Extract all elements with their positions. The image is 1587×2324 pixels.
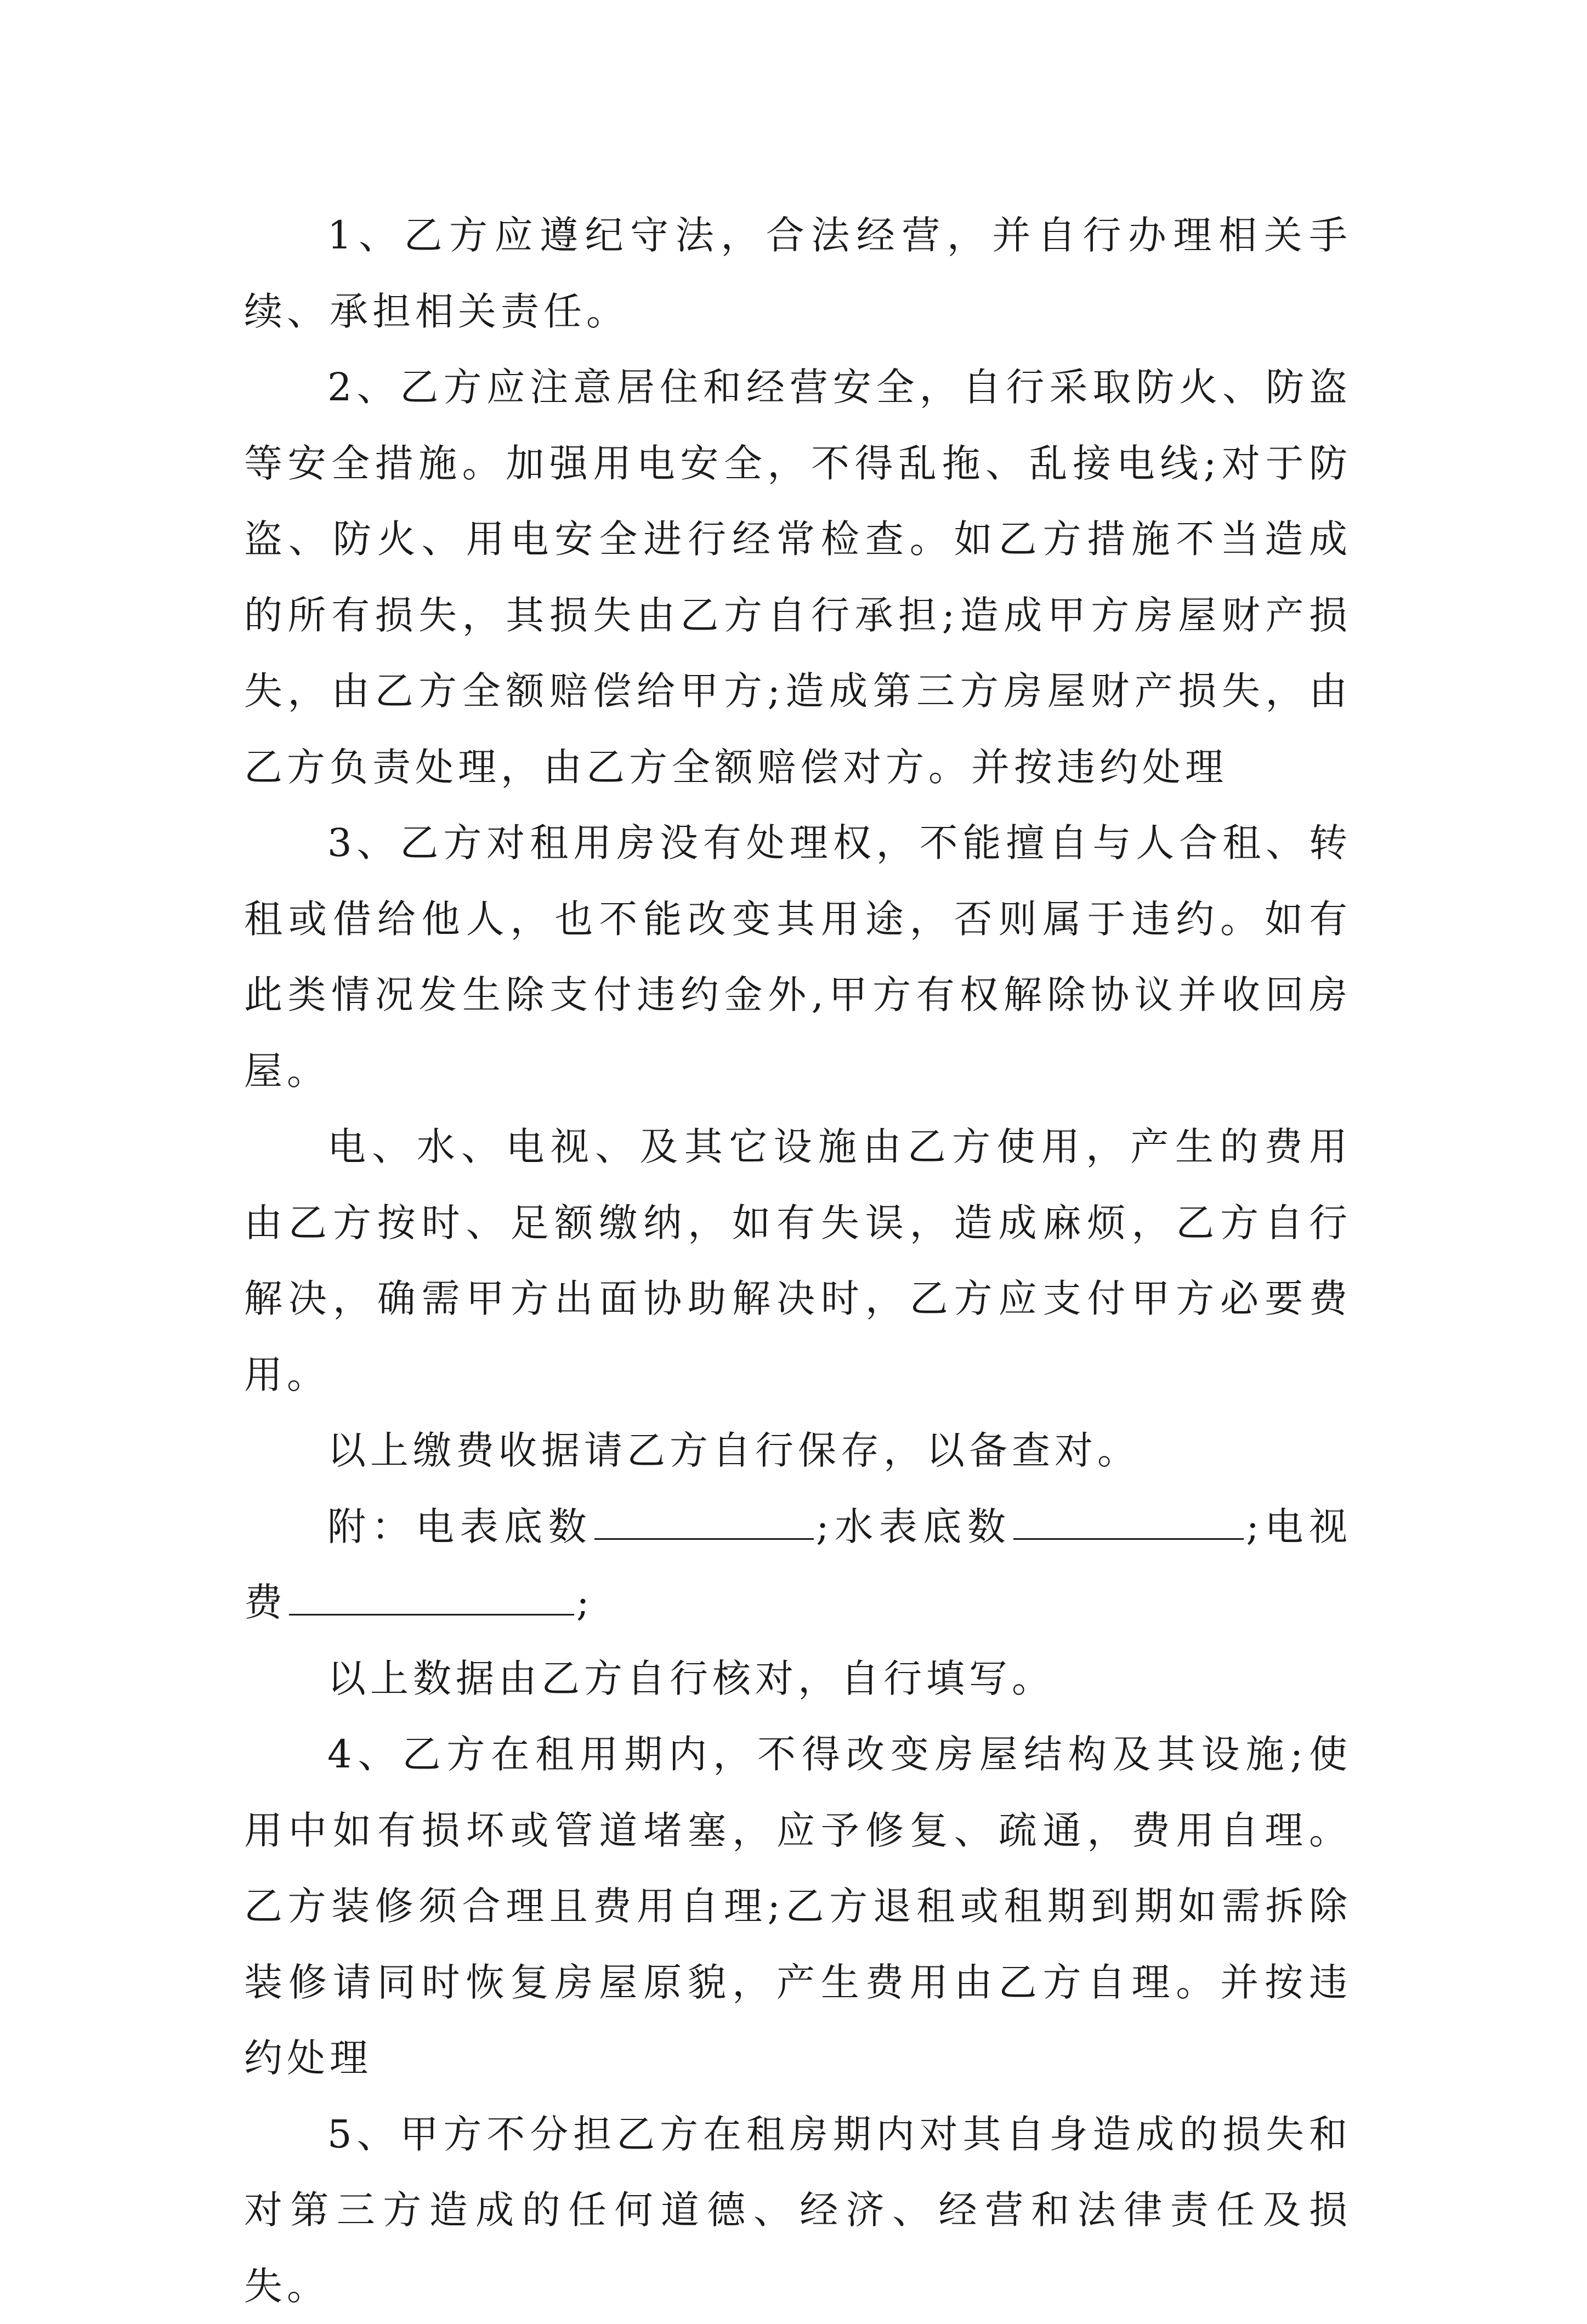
clause-3: 3、乙方对租用房没有处理权，不能擅自与人合租、转租或借给他人，也不能改变其用途，否则属于违约。如有此类情况发生除支付违约金外,甲方有权解除协议并收回房屋。 xyxy=(244,805,1352,1109)
clause-4: 4、乙方在租用期内，不得改变房屋结构及其设施;使用中如有损坏或管道堵塞，应予修复、疏通，费用自理。乙方装修须合理且费用自理;乙方退租或租期到期如需拆除装修请同时恢复房屋原貌，产生费用由乙方自理。并按违约处理 xyxy=(244,1716,1352,2096)
meter-readings-line xyxy=(244,1489,1352,1641)
utilities-paragraph: 电、水、电视、及其它设施由乙方使用，产生的费用由乙方按时、足额缴纳，如有失误，造成麻烦，乙方自行解决，确需甲方出面协助解决时，乙方应支付甲方必要费用。 xyxy=(244,1109,1352,1413)
electric-meter-blank[interactable] xyxy=(594,1505,814,1540)
meter-label-water: ;水表底数 xyxy=(816,1504,1011,1549)
meter-line-end: ; xyxy=(576,1580,594,1625)
clause-2: 2、乙方应注意居住和经营安全，自行采取防火、防盗等安全措施。加强用电安全，不得乱拖、乱接电线;对于防盗、防火、用电安全进行经常检查。如乙方措施不当造成的所有损失，其损失由乙方自行承担;造成甲方房屋财产损失，由乙方全额赔偿给甲方;造成第三方房屋财产损失，由乙方负责处理，由乙方全额赔偿对方。并按违约处理 xyxy=(244,349,1352,805)
clause-1: 1、乙方应遵纪守法，合法经营，并自行办理相关手续、承担相关责任。 xyxy=(244,197,1352,349)
meter-label-tv: ;电视费 xyxy=(244,1504,1352,1625)
document-body xyxy=(244,197,1352,2324)
meter-label-electric: 附：电表底数 xyxy=(327,1504,592,1549)
clause-5: 5、甲方不分担乙方在租房期内对其自身造成的损失和对第三方造成的任何道德、经济、经营和法律责任及损失。 xyxy=(244,2096,1352,2324)
receipts-note: 以上缴费收据请乙方自行保存，以备查对。 xyxy=(244,1413,1352,1489)
tv-fee-blank[interactable] xyxy=(289,1581,574,1616)
self-check-note: 以上数据由乙方自行核对，自行填写。 xyxy=(244,1641,1352,1717)
water-meter-blank[interactable] xyxy=(1013,1505,1244,1540)
